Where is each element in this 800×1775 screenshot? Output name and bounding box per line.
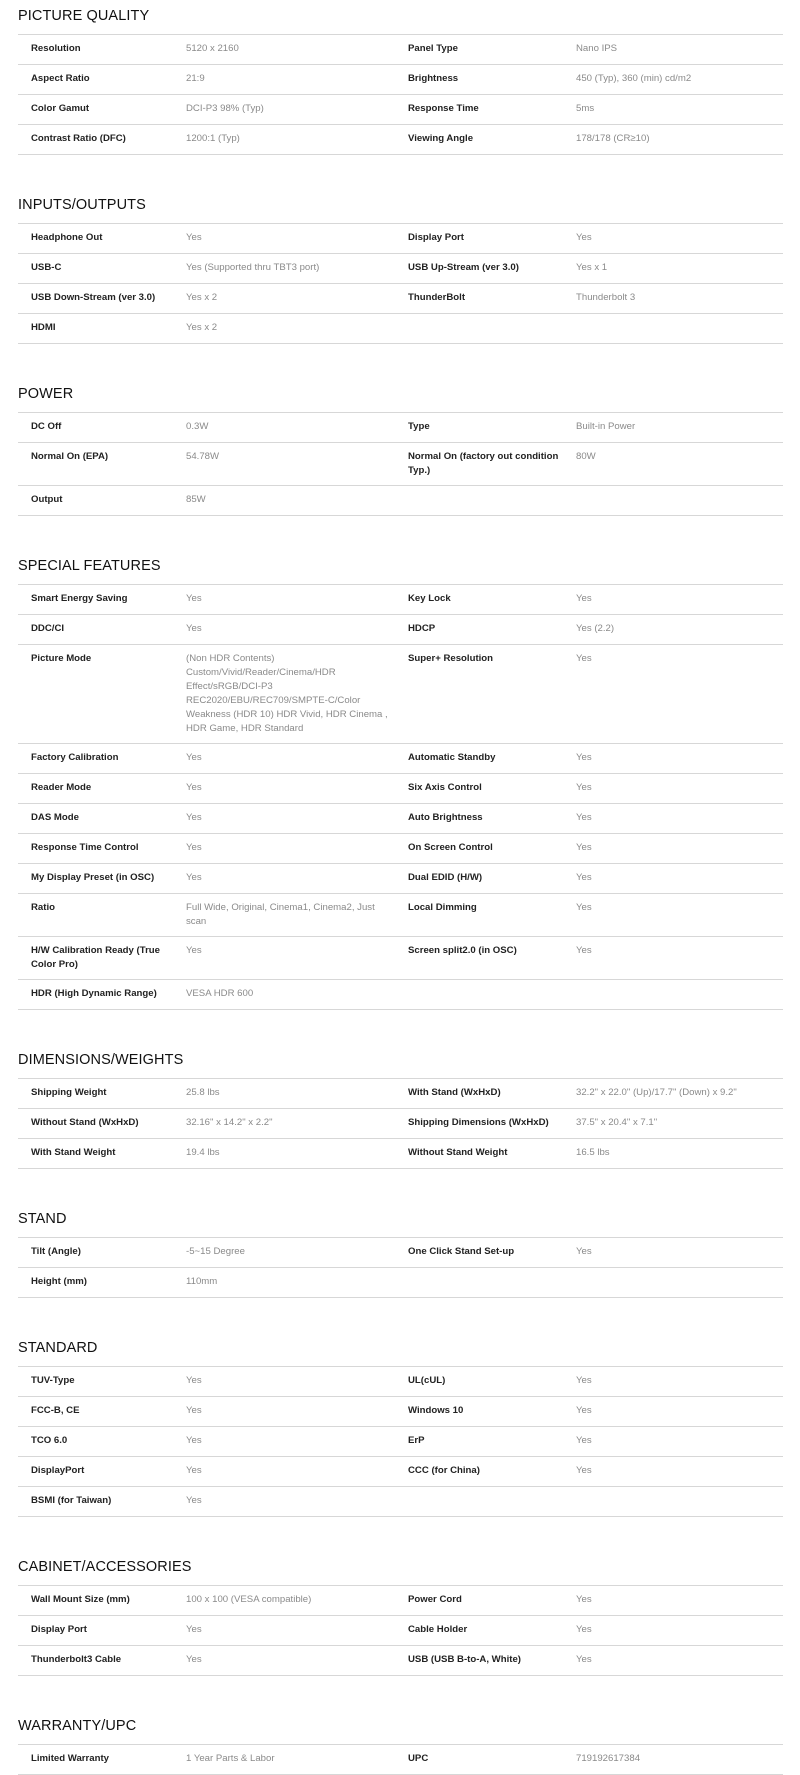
section-stand xyxy=(18,1203,783,1298)
spec-label: ErP xyxy=(408,1435,425,1446)
spec-label: DDC/CI xyxy=(31,623,65,634)
spec-label xyxy=(408,980,576,1009)
spec-value: -5~15 Degree xyxy=(186,1246,245,1257)
spec-row xyxy=(18,1079,783,1109)
spec-label: FCC-B, CE xyxy=(31,1405,80,1416)
spec-value: Yes xyxy=(186,1405,202,1416)
section-dimensions-weights xyxy=(18,1044,783,1169)
spec-value: Yes xyxy=(186,1465,202,1476)
spec-row xyxy=(18,1457,783,1487)
spec-row xyxy=(18,254,783,284)
spec-value: 1 Year Parts & Labor xyxy=(186,1753,275,1764)
section-title: PICTURE QUALITY xyxy=(18,8,150,24)
spec-value: 32.16" x 14.2" x 2.2" xyxy=(186,1117,273,1128)
section-title: INPUTS/OUTPUTS xyxy=(18,197,146,213)
spec-value: Yes xyxy=(576,945,592,956)
spec-value: Yes xyxy=(576,812,592,823)
spec-value: Yes xyxy=(186,782,202,793)
spec-value xyxy=(576,486,783,515)
spec-value: Yes xyxy=(186,1654,202,1665)
spec-value: 16.5 lbs xyxy=(576,1147,610,1158)
spec-label: Reader Mode xyxy=(31,782,92,793)
spec-row xyxy=(18,1109,783,1139)
spec-value: Yes xyxy=(576,1594,592,1605)
spec-row xyxy=(18,1427,783,1457)
spec-value: Built-in Power xyxy=(576,421,636,432)
section-power xyxy=(18,378,783,516)
spec-row xyxy=(18,443,783,486)
spec-label: USB-C xyxy=(31,262,62,273)
spec-value: 1200:1 (Typ) xyxy=(186,133,240,144)
spec-label: My Display Preset (in OSC) xyxy=(31,872,155,883)
spec-value: 25.8 lbs xyxy=(186,1087,220,1098)
spec-row xyxy=(18,744,783,774)
spec-value: Yes xyxy=(186,872,202,883)
spec-row xyxy=(18,894,783,937)
spec-row xyxy=(18,834,783,864)
spec-label: ThunderBolt xyxy=(408,292,466,303)
spec-row xyxy=(18,615,783,645)
spec-value xyxy=(576,1268,783,1297)
spec-label: Limited Warranty xyxy=(31,1753,110,1764)
spec-value: Yes x 1 xyxy=(576,262,608,273)
spec-value: Yes xyxy=(576,232,592,243)
spec-label: Thunderbolt3 Cable xyxy=(31,1654,122,1665)
spec-row xyxy=(18,486,783,516)
spec-label xyxy=(408,1487,576,1516)
spec-label: Display Port xyxy=(408,232,464,243)
spec-label: BSMI (for Taiwan) xyxy=(31,1495,112,1506)
spec-table xyxy=(18,412,783,516)
spec-label: Power Cord xyxy=(408,1594,462,1605)
spec-label: CCC (for China) xyxy=(408,1465,480,1476)
spec-label: Windows 10 xyxy=(408,1405,464,1416)
spec-value: 85W xyxy=(186,494,206,505)
spec-value: Yes xyxy=(576,1375,592,1386)
spec-value: 54.78W xyxy=(186,451,220,462)
spec-value: Yes xyxy=(186,752,202,763)
spec-value: 21:9 xyxy=(186,73,205,84)
spec-value: Yes xyxy=(576,1246,592,1257)
spec-row xyxy=(18,95,783,125)
spec-row xyxy=(18,314,783,344)
spec-label: H/W Calibration Ready (True Color Pro) xyxy=(31,945,160,970)
spec-label: Super+ Resolution xyxy=(408,653,494,664)
section-picture-quality xyxy=(18,0,783,155)
spec-label xyxy=(408,1268,576,1297)
spec-value: Yes xyxy=(576,902,592,913)
spec-label: USB Down-Stream (ver 3.0) xyxy=(31,292,156,303)
spec-value: Yes x 2 xyxy=(186,292,218,303)
spec-row xyxy=(18,585,783,615)
spec-table xyxy=(18,34,783,155)
spec-value: Thunderbolt 3 xyxy=(576,292,636,303)
spec-value: Full Wide, Original, Cinema1, Cinema2, Just scan xyxy=(186,902,375,927)
spec-label: Without Stand (WxHxD) xyxy=(31,1117,139,1128)
spec-label: With Stand Weight xyxy=(31,1147,116,1158)
spec-value xyxy=(576,1487,783,1516)
spec-label: Dual EDID (H/W) xyxy=(408,872,483,883)
spec-value: Yes xyxy=(186,1624,202,1635)
spec-row xyxy=(18,1487,783,1517)
spec-value: 110mm xyxy=(186,1276,218,1287)
spec-value: 32.2" x 22.0" (Up)/17.7" (Down) x 9.2" xyxy=(576,1087,737,1098)
spec-value: 19.4 lbs xyxy=(186,1147,220,1158)
spec-label: Automatic Standby xyxy=(408,752,496,763)
spec-value: Yes xyxy=(186,1495,202,1506)
spec-label: Viewing Angle xyxy=(408,133,474,144)
spec-label: Factory Calibration xyxy=(31,752,119,763)
spec-row xyxy=(18,224,783,254)
spec-label xyxy=(408,314,576,343)
spec-row xyxy=(18,1586,783,1616)
spec-value: Yes (Supported thru TBT3 port) xyxy=(186,262,320,273)
spec-label: Ratio xyxy=(31,902,55,913)
spec-label: USB Up-Stream (ver 3.0) xyxy=(408,262,519,273)
spec-label: Headphone Out xyxy=(31,232,103,243)
spec-label: Key Lock xyxy=(408,593,451,604)
spec-row xyxy=(18,284,783,314)
spec-label: Picture Mode xyxy=(31,653,92,664)
spec-label: Output xyxy=(31,494,63,505)
spec-row xyxy=(18,864,783,894)
section-title: WARRANTY/UPC xyxy=(18,1718,137,1734)
section-standard xyxy=(18,1332,783,1517)
spec-label: DC Off xyxy=(31,421,62,432)
spec-value: 450 (Typ), 360 (min) cd/m2 xyxy=(576,73,692,84)
spec-label: Smart Energy Saving xyxy=(31,593,128,604)
spec-value: 5ms xyxy=(576,103,595,114)
spec-value: VESA HDR 600 xyxy=(186,988,254,999)
spec-row xyxy=(18,1139,783,1169)
spec-label: DisplayPort xyxy=(31,1465,85,1476)
spec-row xyxy=(18,774,783,804)
spec-label: Six Axis Control xyxy=(408,782,482,793)
spec-value: 37.5" x 20.4" x 7.1" xyxy=(576,1117,658,1128)
spec-label: Without Stand Weight xyxy=(408,1147,508,1158)
spec-table xyxy=(18,1366,783,1517)
spec-table xyxy=(18,1237,783,1298)
spec-value: Yes xyxy=(576,1465,592,1476)
spec-label: Response Time Control xyxy=(31,842,139,853)
spec-label: HDR (High Dynamic Range) xyxy=(31,988,157,999)
spec-label: Normal On (EPA) xyxy=(31,451,109,462)
spec-label: Auto Brightness xyxy=(408,812,483,823)
spec-value: Yes xyxy=(186,1435,202,1446)
spec-label: Response Time xyxy=(408,103,479,114)
spec-label: UL(cUL) xyxy=(408,1375,446,1386)
spec-label: Type xyxy=(408,421,430,432)
spec-row xyxy=(18,125,783,155)
spec-label: Height (mm) xyxy=(31,1276,87,1287)
spec-label: TCO 6.0 xyxy=(31,1435,68,1446)
spec-row xyxy=(18,937,783,980)
spec-label: HDCP xyxy=(408,623,436,634)
spec-label: One Click Stand Set-up xyxy=(408,1246,515,1257)
spec-label: Color Gamut xyxy=(31,103,90,114)
spec-row xyxy=(18,65,783,95)
spec-value: (Non HDR Contents) Custom/Vivid/Reader/Cinema/HDR Effect/sRGB/DCI-P3 REC2020/EBU/REC709/SMPTE-C/Color Weakness (HDR 10) HDR Vivid, HDR Cinema , HDR Game, HDR Standard xyxy=(186,653,388,734)
section-title: STAND xyxy=(18,1211,67,1227)
section-title: SPECIAL FEATURES xyxy=(18,558,161,574)
section-special-features xyxy=(18,550,783,1010)
spec-value: Yes xyxy=(186,945,202,956)
spec-value: 178/178 (CR≥10) xyxy=(576,133,650,144)
spec-value: Yes xyxy=(576,1624,592,1635)
spec-table xyxy=(18,584,783,1010)
spec-label xyxy=(408,486,576,515)
spec-label: Cable Holder xyxy=(408,1624,468,1635)
spec-value: Yes xyxy=(576,752,592,763)
spec-row xyxy=(18,645,783,744)
spec-value: Yes xyxy=(576,593,592,604)
spec-value: Yes xyxy=(576,872,592,883)
spec-value: Yes x 2 xyxy=(186,322,218,333)
spec-value: Yes xyxy=(576,842,592,853)
spec-label: Tilt (Angle) xyxy=(31,1246,81,1257)
spec-value: 0.3W xyxy=(186,421,209,432)
spec-label: HDMI xyxy=(31,322,56,333)
section-cabinet-accessories xyxy=(18,1551,783,1676)
spec-value: Yes xyxy=(186,812,202,823)
section-title: DIMENSIONS/WEIGHTS xyxy=(18,1052,184,1068)
spec-label: TUV-Type xyxy=(31,1375,75,1386)
spec-label: Panel Type xyxy=(408,43,458,54)
spec-value: DCI-P3 98% (Typ) xyxy=(186,103,264,114)
spec-value: Yes xyxy=(186,593,202,604)
spec-value: Yes xyxy=(576,1435,592,1446)
spec-row xyxy=(18,1238,783,1268)
spec-row xyxy=(18,1397,783,1427)
spec-row xyxy=(18,1367,783,1397)
spec-row xyxy=(18,413,783,443)
spec-label: Brightness xyxy=(408,73,459,84)
spec-label: Screen split2.0 (in OSC) xyxy=(408,945,517,956)
spec-value xyxy=(576,980,783,1009)
spec-value: Yes xyxy=(576,1654,592,1665)
spec-label: Wall Mount Size (mm) xyxy=(31,1594,130,1605)
spec-row xyxy=(18,804,783,834)
spec-row xyxy=(18,1745,783,1775)
spec-label: Contrast Ratio (DFC) xyxy=(31,133,126,144)
spec-value: 80W xyxy=(576,451,596,462)
spec-label: DAS Mode xyxy=(31,812,79,823)
spec-label: USB (USB B-to-A, White) xyxy=(408,1654,521,1665)
spec-label: With Stand (WxHxD) xyxy=(408,1087,501,1098)
spec-value: Nano IPS xyxy=(576,43,618,54)
spec-table xyxy=(18,223,783,344)
spec-value: Yes xyxy=(186,842,202,853)
spec-label: Shipping Weight xyxy=(31,1087,107,1098)
spec-value: Yes xyxy=(576,653,592,664)
spec-value: 5120 x 2160 xyxy=(186,43,239,54)
spec-label: On Screen Control xyxy=(408,842,493,853)
spec-label: Normal On (factory out condition Typ.) xyxy=(408,451,559,476)
spec-value: Yes xyxy=(186,623,202,634)
spec-row xyxy=(18,1268,783,1298)
spec-value xyxy=(576,314,783,343)
section-inputs-outputs xyxy=(18,189,783,344)
spec-row xyxy=(18,980,783,1010)
spec-value: Yes xyxy=(576,1405,592,1416)
section-title: POWER xyxy=(18,386,74,402)
spec-label: UPC xyxy=(408,1753,429,1764)
spec-value: Yes xyxy=(186,232,202,243)
section-title: CABINET/ACCESSORIES xyxy=(18,1559,192,1575)
spec-value: 100 x 100 (VESA compatible) xyxy=(186,1594,312,1605)
section-warranty-upc xyxy=(18,1710,783,1775)
spec-label: Aspect Ratio xyxy=(31,73,90,84)
spec-label: Local Dimming xyxy=(408,902,477,913)
spec-label: Resolution xyxy=(31,43,81,54)
spec-row xyxy=(18,1616,783,1646)
spec-table xyxy=(18,1744,783,1775)
spec-value: 719192617384 xyxy=(576,1753,641,1764)
spec-value: Yes xyxy=(576,782,592,793)
spec-value: Yes (2.2) xyxy=(576,623,615,634)
spec-value: Yes xyxy=(186,1375,202,1386)
spec-table xyxy=(18,1585,783,1676)
spec-label: Shipping Dimensions (WxHxD) xyxy=(408,1117,549,1128)
spec-row xyxy=(18,1646,783,1676)
spec-table xyxy=(18,1078,783,1169)
section-title: STANDARD xyxy=(18,1340,98,1356)
spec-row xyxy=(18,35,783,65)
spec-label: Display Port xyxy=(31,1624,87,1635)
